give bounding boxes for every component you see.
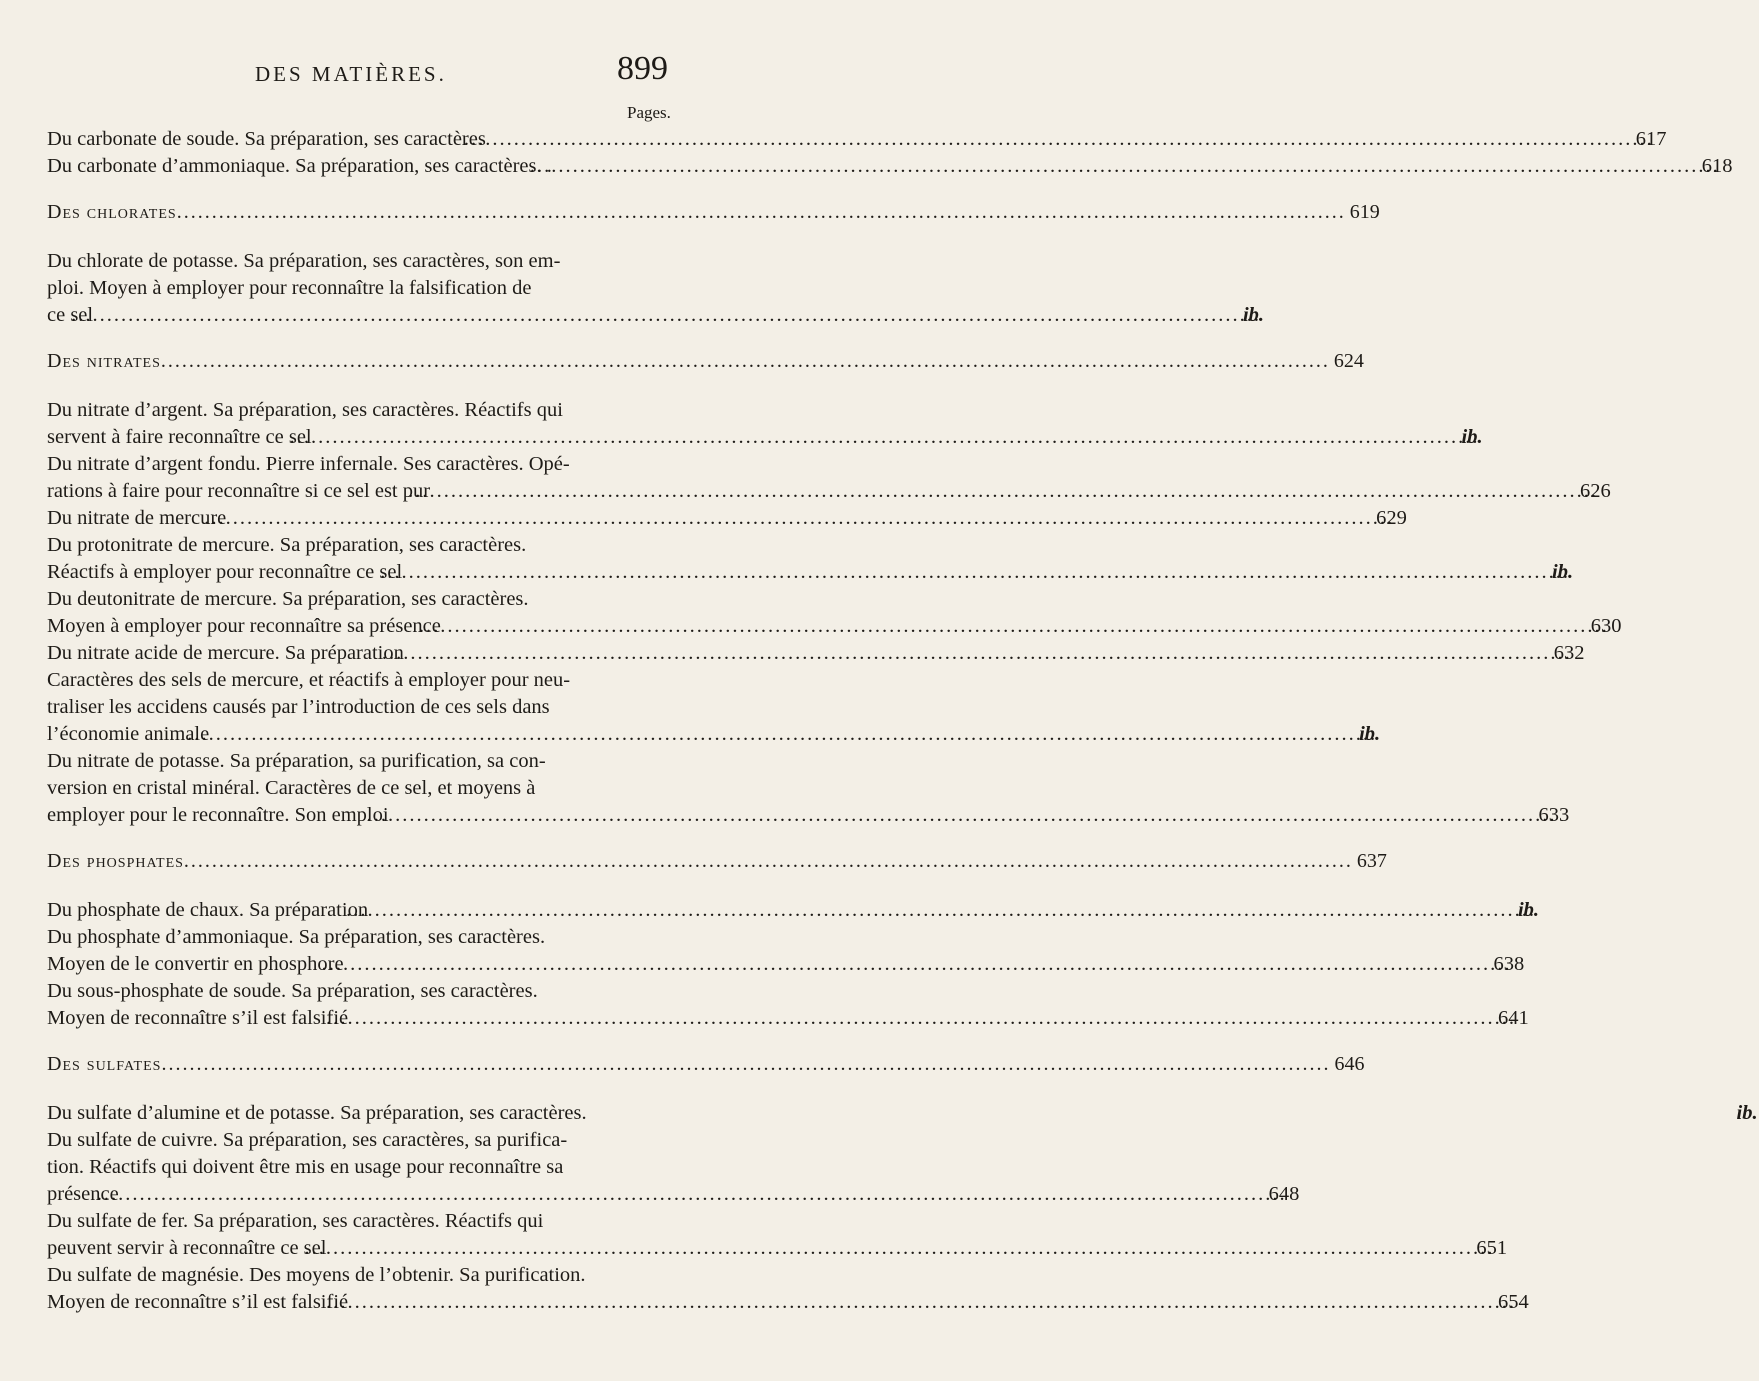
dot-leader bbox=[177, 199, 1346, 226]
page-reference: 646 bbox=[1334, 1053, 1365, 1075]
toc-entry-text: Du phosphate de chaux. Sa préparation bbox=[47, 899, 369, 921]
toc-entry bbox=[47, 640, 1585, 667]
section-title: Des nitrates bbox=[47, 350, 161, 372]
dot-leader bbox=[486, 126, 1654, 153]
toc-entry bbox=[47, 248, 1265, 329]
toc-entry-line: Caractères des sels de mercure, et réactifs à employer pour neu- bbox=[47, 669, 571, 691]
page-reference: 651 bbox=[1476, 1237, 1508, 1259]
toc-section-heading bbox=[47, 1051, 1365, 1078]
running-head bbox=[0, 50, 800, 96]
page-reference: ib. bbox=[1552, 561, 1574, 583]
toc-entry-text: peuvent servir à reconnaître ce sel bbox=[47, 1237, 327, 1259]
dot-leader bbox=[552, 153, 1720, 180]
page-reference: 648 bbox=[1268, 1183, 1300, 1205]
page-reference: 654 bbox=[1498, 1291, 1529, 1313]
toc-entry-line: tion. Réactifs qui doivent être mis en usage pour reconnaître sa bbox=[47, 1156, 564, 1178]
toc-entry-line: Du sous-phosphate de soude. Sa préparation, ses caractères. bbox=[47, 980, 538, 1002]
toc-entry-text: Réactifs à employer pour reconnaître ce sel bbox=[47, 561, 403, 583]
page-reference: 624 bbox=[1333, 350, 1364, 372]
page-reference: 619 bbox=[1349, 201, 1380, 223]
toc-entry-line: Du phosphate d’ammoniaque. Sa préparation, ses caractères. bbox=[47, 926, 546, 948]
toc-entry-line: Du protonitrate de mercure. Sa préparation, ses caractères. bbox=[47, 534, 527, 556]
page-reference: ib. bbox=[1736, 1102, 1758, 1124]
toc-entry-text: Du sulfate d’alumine et de potasse. Sa préparation, ses caractères. bbox=[47, 1102, 587, 1124]
dot-leader bbox=[344, 951, 1512, 978]
toc-entry-line: Du sulfate de fer. Sa préparation, ses caractères. Réactifs qui bbox=[47, 1210, 544, 1232]
page-reference: ib. bbox=[1242, 304, 1265, 326]
toc-entry-text: Moyen de le convertir en phosphore bbox=[47, 953, 344, 975]
section-title: Des sulfates bbox=[47, 1053, 162, 1075]
page-reference: 630 bbox=[1590, 615, 1622, 637]
dot-leader bbox=[348, 1289, 1516, 1316]
toc-entry-line: Du deutonitrate de mercure. Sa préparation, ses caractères. bbox=[47, 588, 529, 610]
toc-entry bbox=[47, 897, 1540, 924]
pages-column-label: Pages. bbox=[627, 103, 671, 122]
toc-entry-line: traliser les accidens causés par l’introduction de ces sels dans bbox=[47, 696, 550, 718]
dot-leader bbox=[441, 613, 1609, 640]
toc-section-heading bbox=[47, 199, 1380, 226]
toc-section-heading bbox=[47, 348, 1364, 375]
table-of-contents bbox=[47, 126, 1758, 1316]
toc-entry bbox=[47, 532, 1574, 586]
toc-entry-line: version en cristal minéral. Caractères de ce sel, et moyens à bbox=[47, 777, 536, 799]
toc-entry bbox=[47, 748, 1570, 829]
dot-leader bbox=[430, 478, 1598, 505]
toc-entry-line: Du chlorate de potasse. Sa préparation, ses caractères, son em- bbox=[47, 250, 561, 272]
page-reference: 637 bbox=[1356, 850, 1387, 872]
dot-leader bbox=[119, 1181, 1287, 1208]
page-reference: 641 bbox=[1498, 1007, 1529, 1029]
toc-entry bbox=[47, 1208, 1508, 1262]
toc-entry-text: rations à faire pour reconnaître si ce sel est pur bbox=[47, 480, 431, 502]
toc-entry bbox=[47, 451, 1611, 505]
dot-leader bbox=[389, 802, 1557, 829]
toc-entry bbox=[47, 1100, 1758, 1127]
dot-leader bbox=[209, 721, 1377, 748]
toc-entry bbox=[47, 1127, 1300, 1208]
page-number: 899 bbox=[617, 50, 668, 87]
toc-entry-line: Du nitrate d’argent. Sa préparation, ses caractères. Réactifs qui bbox=[47, 399, 563, 421]
dot-leader bbox=[161, 1051, 1330, 1078]
toc-entry-text: Du nitrate de mercure bbox=[47, 507, 227, 529]
toc-entry bbox=[47, 586, 1622, 640]
toc-entry-line: Du nitrate de potasse. Sa préparation, sa purification, sa con- bbox=[47, 750, 546, 772]
page-reference: ib. bbox=[1359, 723, 1381, 745]
dot-leader bbox=[312, 424, 1480, 451]
toc-entry-text: l’économie animale bbox=[47, 723, 210, 745]
toc-entry bbox=[47, 667, 1381, 748]
toc-entry-text: employer pour le reconnaître. Son emploi bbox=[47, 804, 389, 826]
page-reference: ib. bbox=[1517, 899, 1540, 921]
toc-entry bbox=[47, 1262, 1529, 1316]
toc-section-heading bbox=[47, 848, 1387, 875]
dot-leader bbox=[184, 848, 1353, 875]
page-reference: 617 bbox=[1635, 128, 1667, 150]
toc-entry-text: ce sel bbox=[47, 304, 94, 326]
toc-entry bbox=[47, 505, 1407, 532]
toc-entry-text: Moyen de reconnaître s’il est falsifié bbox=[47, 1007, 349, 1029]
toc-entry-line: ploi. Moyen à employer pour reconnaître la falsification de bbox=[47, 277, 532, 299]
page-reference: 618 bbox=[1701, 155, 1733, 177]
toc-entry-text: Du nitrate acide de mercure. Sa préparation bbox=[47, 642, 404, 664]
dot-leader bbox=[402, 559, 1570, 586]
section-title: Des phosphates bbox=[47, 850, 184, 872]
page-reference: 626 bbox=[1579, 480, 1611, 502]
dot-leader bbox=[226, 505, 1394, 532]
dot-leader bbox=[161, 348, 1330, 375]
toc-entry-text: présence bbox=[47, 1183, 119, 1205]
dot-leader bbox=[404, 640, 1572, 667]
toc-entry bbox=[47, 126, 1667, 153]
dot-leader bbox=[93, 302, 1261, 329]
toc-entry-text: Du carbonate d’ammoniaque. Sa préparation, ses caractères. . bbox=[47, 155, 552, 177]
toc-entry-text: Du carbonate de soude. Sa préparation, ses caractères bbox=[47, 128, 486, 150]
dot-leader bbox=[348, 1005, 1516, 1032]
toc-entry-text: servent à faire reconnaître ce sel bbox=[47, 426, 312, 448]
dot-leader bbox=[326, 1235, 1494, 1262]
toc-entry-text: Moyen à employer pour reconnaître sa présence bbox=[47, 615, 441, 637]
page-reference: 629 bbox=[1376, 507, 1407, 529]
toc-entry-line: Du sulfate de magnésie. Des moyens de l’obtenir. Sa purification. bbox=[47, 1264, 586, 1286]
page-reference: 633 bbox=[1538, 804, 1570, 826]
running-title: DES MATIÈRES. bbox=[255, 62, 447, 86]
toc-entry bbox=[47, 397, 1483, 451]
page-reference: 638 bbox=[1493, 953, 1525, 975]
dot-leader bbox=[368, 897, 1536, 924]
page-reference: 632 bbox=[1553, 642, 1585, 664]
toc-entry bbox=[47, 153, 1733, 180]
toc-entry-text: Moyen de reconnaître s’il est falsifié bbox=[47, 1291, 349, 1313]
toc-entry bbox=[47, 924, 1525, 978]
toc-entry-line: Du sulfate de cuivre. Sa préparation, ses caractères, sa purifica- bbox=[47, 1129, 568, 1151]
section-title: Des chlorates bbox=[47, 201, 177, 223]
page-reference: ib. bbox=[1461, 426, 1483, 448]
toc-entry-line: Du nitrate d’argent fondu. Pierre infernale. Ses caractères. Opé- bbox=[47, 453, 570, 475]
toc-entry bbox=[47, 978, 1529, 1032]
